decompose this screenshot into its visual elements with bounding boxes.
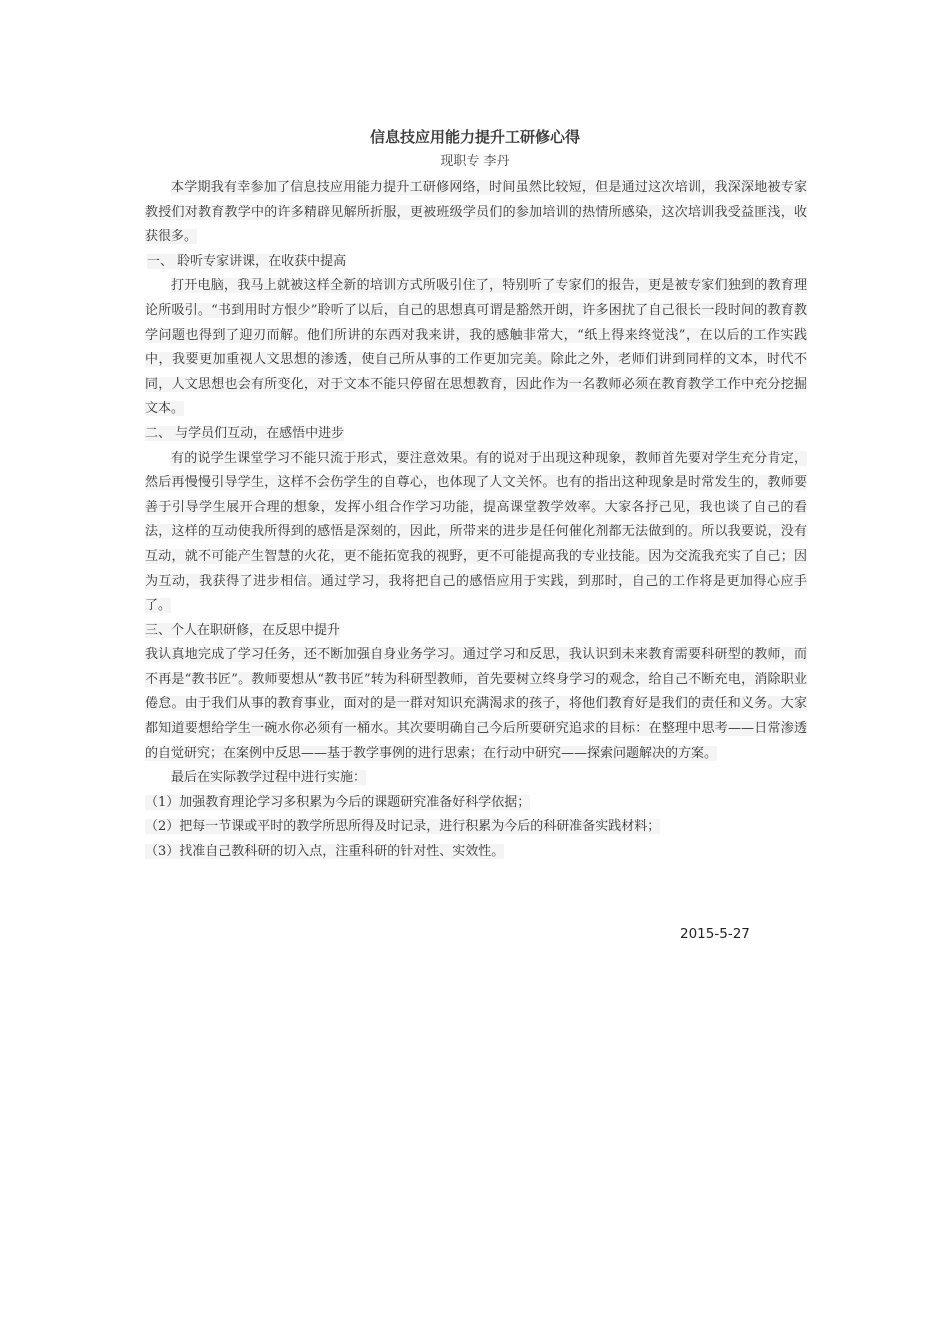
section-2-heading xyxy=(145,422,807,447)
list-item xyxy=(145,791,807,816)
document-date: 2015-5-27 xyxy=(680,926,750,942)
document-title: 信息技应用能力提升工研修心得 xyxy=(369,128,580,146)
list-item xyxy=(145,840,807,865)
section-3-closing-text: 最后在实际教学过程中进行实施： xyxy=(171,770,367,786)
section-1-paragraph xyxy=(145,274,807,422)
section-1-heading xyxy=(145,250,807,275)
section-2-text: 有的说学生课堂学习不能只流于形式，要注意效果。有的说对于出现这种现象，教师首先要对学生充分肯定，然后再慢慢引导学生，这样不会伤学生的自尊心，也体现了人文关怀。也有的指出这种现象是时常发生的，教师要善于引导学生展开合理的想象，发挥小组合作学习功能，提高课堂教学效率。大家各抒己见，我也谈了自己的看法，这样的互动使我所得到的感悟是深刻的，因此，所带来的进步是任何催化剂都无法做到的。所以我要说，没有互动，就不可能产生智慧的火花，更不能拓宽我的视野，更不可能提高我的专业技能。因为交流我充实了自己；因为互动，我获得了进步相信。通过学习，我将把自己的感悟应用于实践，到那时，自己的工作将是更加得心应手了。 xyxy=(145,450,807,614)
section-1-heading-text: 一、 聆听专家讲课，在收获中提高 xyxy=(147,253,347,269)
document-body xyxy=(145,176,807,865)
section-2-heading-text: 二、 与学员们互动，在感悟中进步 xyxy=(145,425,345,441)
list-item-2-text: （2）把每一节课或平时的教学所思所得及时记录，进行积累为今后的科研准备实践材料； xyxy=(145,819,661,835)
list-item-1-text: （1）加强教育理论学习多积累为今后的课题研究准备好科学依据； xyxy=(145,794,531,810)
list-item-3-text: （3）找准自己教科研的切入点，注重科研的针对性、实效性。 xyxy=(145,844,505,860)
section-2-paragraph xyxy=(145,447,807,619)
document-author: 现职专 李丹 xyxy=(440,154,510,169)
section-1-text: 打开电脑，我马上就被这样全新的培训方式所吸引住了，特别听了专家们的报告，更是被专家们独到的教育理论所吸引。“书到用时方恨少”聆听了以后，自己的思想真可谓是豁然开朗，许多困扰了自己很长一段时间的教育教学问题也得到了迎刃而解。他们所讲的东西对我来讲，我的感触非常大，“纸上得来终觉浅”，在以后的工作实践中，我要更加重视人文思想的渗透，使自己所从事的工作更加完美。除此之外，老师们讲到同样的文本，时代不同，人文思想也会有所变化，对于文本不能只停留在思想教育，因此作为一名教师必须在教育教学工作中充分挖掘文本。 xyxy=(145,278,807,417)
section-3-heading-text: 三、个人在职研修，在反思中提升 xyxy=(145,622,341,638)
section-3-heading xyxy=(145,619,807,644)
section-3-text: 我认真地完成了学习任务，还不断加强自身业务学习。通过学习和反思，我认识到未来教育需要科研型的教师，而不再是“教书匠”。教师要想从“教书匠”转为科研型教师，首先要树立终身学习的观念，给自己不断充电，消除职业倦怠。由于我们从事的教育事业，面对的是一群对知识充满渴求的孩子，将他们教育好是我们的责任和义务。大家都知道要想给学生一碗水你必须有一桶水。其次要明确自己今后所要研究追求的目标：在整理中思考——日常渗透的自觉研究；在案例中反思——基于教学事例的进行思索；在行动中研究——探索问题解决的方案。 xyxy=(145,647,807,761)
section-3-closing xyxy=(145,766,807,791)
section-3-paragraph xyxy=(145,643,807,766)
intro-paragraph xyxy=(145,176,807,250)
list-item xyxy=(145,815,807,840)
intro-text: 本学期我有幸参加了信息技应用能力提升工研修网络，时间虽然比较短，但是通过这次培训，我深深地被专家教授们对教育教学中的许多精辟见解所折服，更被班级学员们的参加培训的热情所感染，这次培训我受益匪浅，收获很多。 xyxy=(145,180,807,245)
